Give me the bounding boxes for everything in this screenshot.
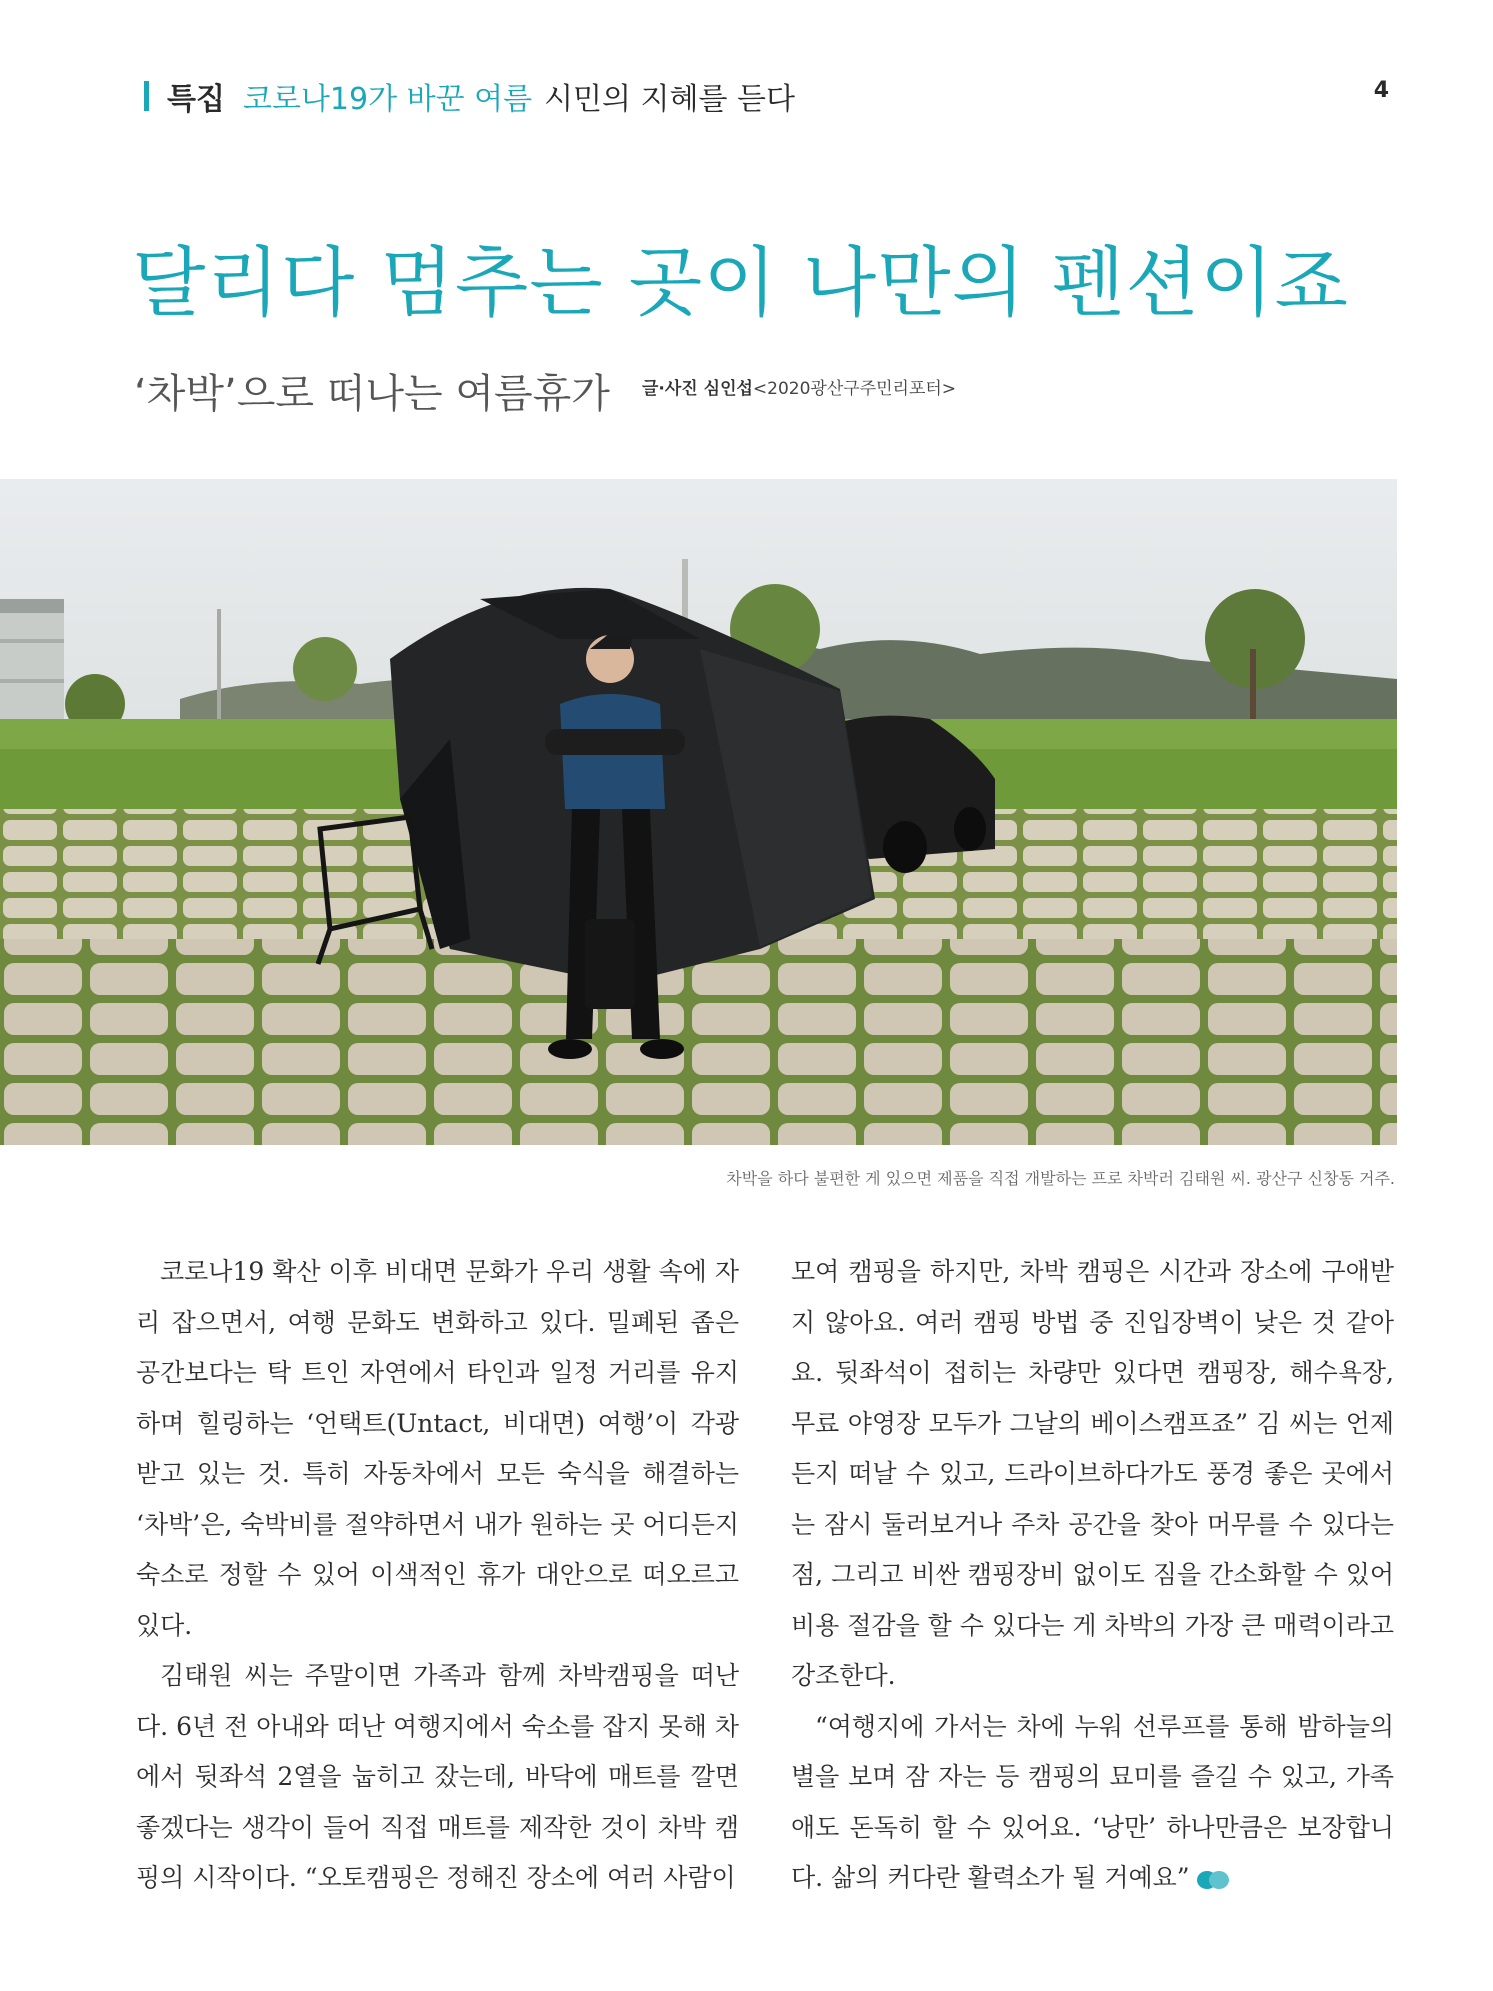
section-topic: 코로나19가 바꾼 여름 — [242, 82, 533, 117]
article-subtitle: ‘차박’으로 떠나는 여름휴가 — [134, 371, 610, 417]
page-number: 4 — [1373, 78, 1389, 103]
paragraph — [791, 1702, 1394, 1904]
article-column-right — [791, 1247, 1394, 1904]
paragraph: 김태원 씨는 주말이면 가족과 함께 차박캠핑을 떠난다. 6년 전 아내와 떠난 여행지에서 숙소를 잡지 못해 차에서 뒷좌석 2열을 눕히고 잤는데, 바닥에 매트를 깔면 좋겠다는 생각이 들어 직접 매트를 제작한 것이 차박 캠핑의 시작이다. “오토캠핑은 정해진 장소에 여러 사람이 — [136, 1661, 739, 1892]
paragraph: 모여 캠핑을 하지만, 차박 캠핑은 시간과 장소에 구애받지 않아요. 여러 캠핑 방법 중 진입장벽이 낮은 것 같아요. 뒷좌석이 접히는 차량만 있다면 캠핑장, 해수욕장, 무료 야영장 모두가 그날의 베이스캠프죠” 김 씨는 언제든지 떠날 수 있고, 드라이브하다가도 풍경 좋은 곳에서는 잠시 둘러보거나 주차 공간을 찾아 머무를 수 있다는 점, 그리고 비싼 캠핑장비 없이도 짐을 간소화할 수 있어 비용 절감을 할 수 있다는 게 차박의 가장 큰 매력이라고 강조한다. — [791, 1257, 1394, 1690]
byline-author: 글·사진 심인섭 — [642, 379, 753, 399]
byline — [642, 374, 956, 399]
section-marker — [144, 81, 149, 111]
end-mark-icon — [1196, 1868, 1230, 1892]
article-photo — [0, 479, 1397, 1145]
article-title: 달리다 멈추는 곳이 나만의 펜션이죠 — [132, 238, 1349, 327]
section-tag: 특집 — [167, 82, 225, 117]
photo-illustration — [0, 479, 1397, 1145]
paragraph-text: “여행지에 가서는 차에 누워 선루프를 통해 밤하늘의 별을 보며 잠 자는 등 캠핑의 묘미를 즐길 수 있고, 가족애도 돈독히 할 수 있어요. ‘낭만’ 하나만큼은 보장합니다. 삶의 커다란 활력소가 될 거예요” — [791, 1711, 1394, 1892]
paragraph: 코로나19 확산 이후 비대면 문화가 우리 생활 속에 자리 잡으면서, 여행 문화도 변화하고 있다. 밀폐된 좁은 공간보다는 탁 트인 자연에서 타인과 일정 거리를 유지하며 힐링하는 ‘언택트(Untact, 비대면) 여행’이 각광받고 있는 것. 특히 자동차에서 모든 숙식을 해결하는 ‘차박’은, 숙박비를 절약하면서 내가 원하는 곳 어디든지 숙소로 정할 수 있어 이색적인 휴가 대안으로 떠오르고 있다. — [136, 1257, 739, 1640]
section-header — [144, 74, 795, 118]
article-column-left — [136, 1247, 739, 1904]
section-subtopic: 시민의 지혜를 듣다 — [544, 82, 795, 117]
photo-caption: 차박을 하다 불편한 게 있으면 제품을 직접 개발하는 프로 차박러 김태원 씨. 광산구 신창동 거주. — [726, 1169, 1395, 1188]
byline-role: <2020광산구주민리포터> — [752, 379, 957, 399]
